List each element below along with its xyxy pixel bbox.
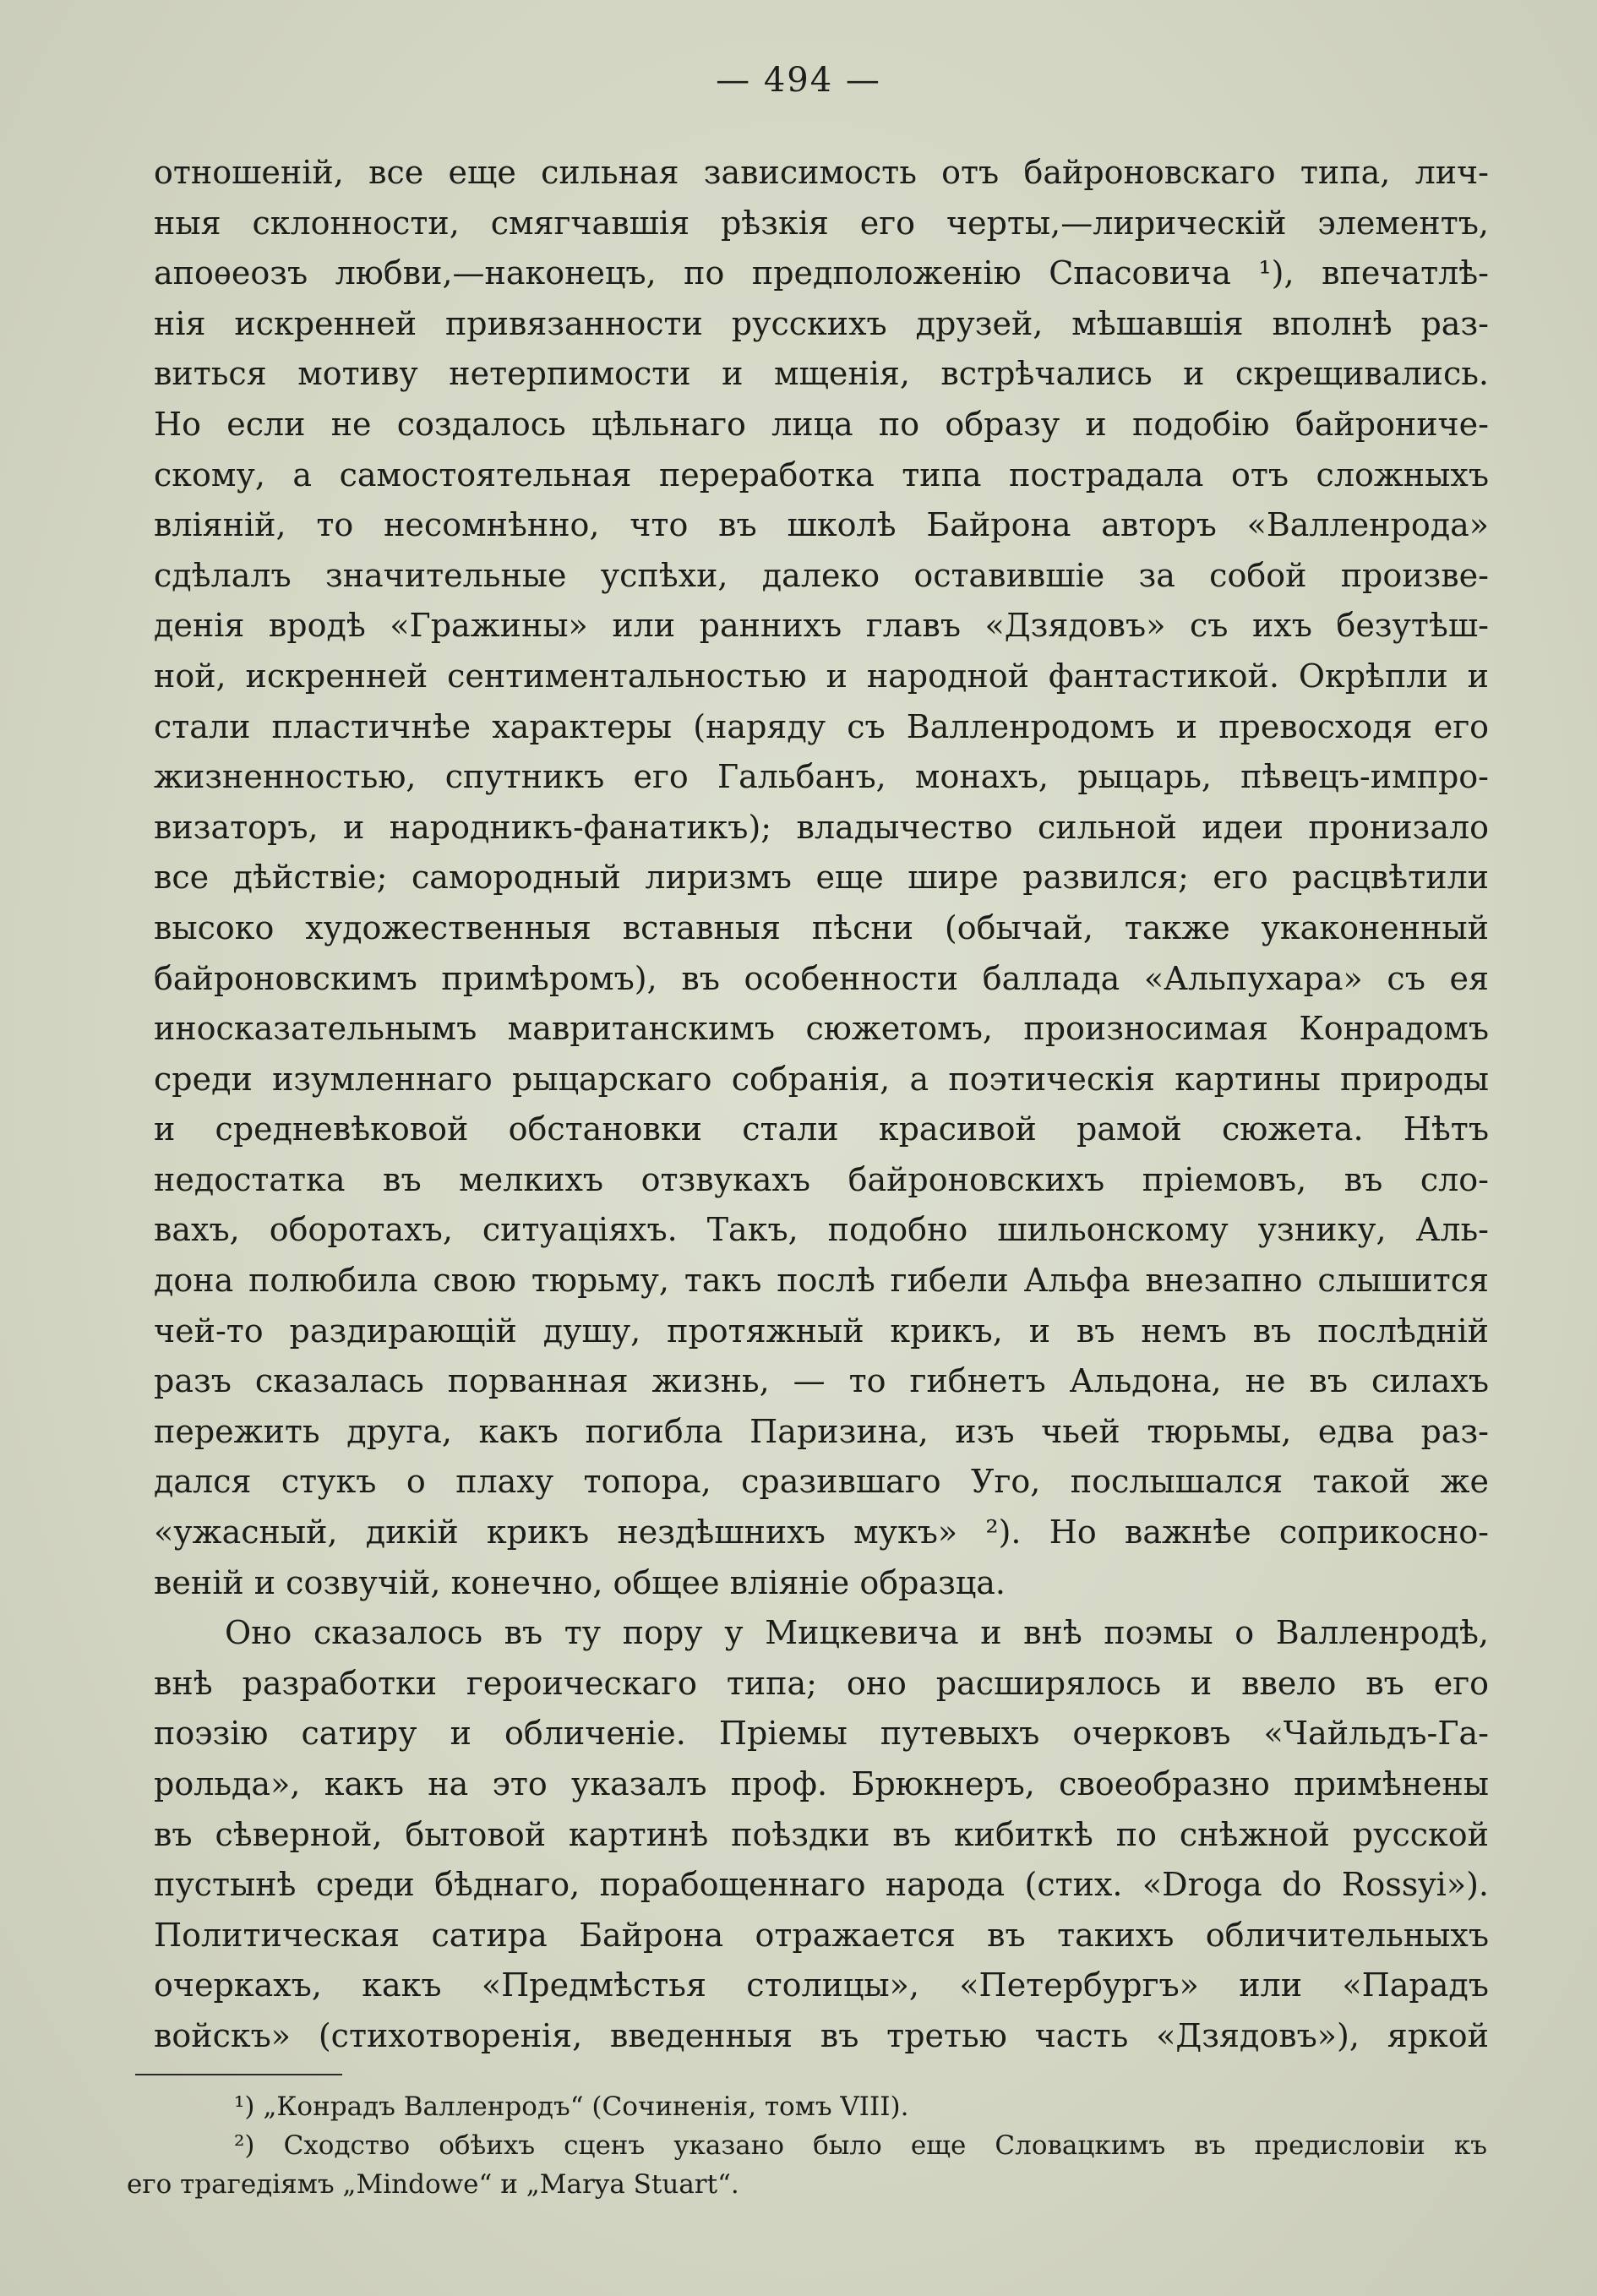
page-number: — 494 — bbox=[716, 61, 881, 100]
text-line: иносказательнымъ мавританскимъ сюжетомъ, произносимая Конрадомъ bbox=[154, 1010, 1489, 1048]
text-line: и средневѣковой обстановки стали красивой рамой сюжета. Нѣтъ bbox=[154, 1110, 1489, 1148]
footnote-1: ¹) „Конрадъ Валленродъ“ (Сочиненія, томъ VIII). bbox=[234, 2091, 909, 2122]
text-line: войскъ» (стихотворенія, введенныя въ третью часть «Дзядовъ»), яркой bbox=[154, 2016, 1489, 2054]
text-line: денія вродѣ «Гражины» или раннихъ главъ «Дзядовъ» съ ихъ безутѣш- bbox=[154, 607, 1489, 645]
text-line: ной, искренней сентиментальностью и народной фантастикой. Окрѣпли и bbox=[154, 657, 1489, 695]
text-line: виться мотиву нетерпимости и мщенія, встрѣчались и скрещивались. bbox=[154, 355, 1489, 393]
text-line: дона полюбила свою тюрьму, такъ послѣ гибели Альфа внезапно слышится bbox=[154, 1262, 1489, 1300]
text-line: очеркахъ, какъ «Предмѣстья столицы», «Петербургъ» или «Парадъ bbox=[154, 1966, 1489, 2004]
main-text bbox=[154, 148, 1489, 2062]
text-line: вахъ, оборотахъ, ситуаціяхъ. Такъ, подобно шильонскому узнику, Аль- bbox=[154, 1211, 1489, 1249]
text-line: ныя склонности, смягчавшія рѣзкія его черты,—лирическій элементъ, bbox=[154, 204, 1489, 242]
text-line: веній и созвучій, конечно, общее вліяніе образца. bbox=[154, 1563, 1006, 1601]
text-line: рольда», какъ на это указалъ проф. Брюкнеръ, своеобразно примѣнены bbox=[154, 1765, 1489, 1802]
text-line: недостатка въ мелкихъ отзвукахъ байроновскихъ пріемовъ, въ сло- bbox=[154, 1160, 1489, 1198]
text-line: поэзію сатиру и обличеніе. Пріемы путевыхъ очерковъ «Чайльдъ-Га- bbox=[154, 1715, 1489, 1753]
text-line: дался стукъ о плаху топора, сразившаго Уго, послышался такой же bbox=[154, 1463, 1489, 1501]
text-line: Но если не создалось цѣльнаго лица по образу и подобію байрониче- bbox=[154, 405, 1489, 443]
text-line: въ сѣверной, бытовой картинѣ поѣздки въ кибиткѣ по снѣжной русской bbox=[154, 1815, 1489, 1853]
text-line: жизненностью, спутникъ его Гальбанъ, монахъ, рыцарь, пѣвецъ-импро- bbox=[154, 758, 1489, 796]
footnote-2: ²) Сходство обѣихъ сценъ указано было еще Словацкимъ въ предисловіи къ bbox=[234, 2130, 1487, 2161]
footnote-2-continued: его трагедіямъ „Mindowe“ и „Marya Stuart“. bbox=[127, 2169, 739, 2200]
text-line: среди изумленнаго рыцарскаго собранія, а поэтическія картины природы bbox=[154, 1060, 1489, 1098]
text-line: Оно сказалось въ ту пору у Мицкевича и внѣ поэмы о Валленродѣ, bbox=[225, 1614, 1489, 1652]
text-line: все дѣйствіе; самородный лиризмъ еще шире развился; его расцвѣтили bbox=[154, 859, 1489, 897]
text-line: «ужасный, дикій крикъ нездѣшнихъ мукъ» ²). Но важнѣе соприкосно- bbox=[154, 1513, 1489, 1552]
text-line: пустынѣ среди бѣднаго, порабощеннаго народа (стих. «Droga do Rossyi»). bbox=[154, 1866, 1489, 1904]
text-line: пережить друга, какъ погибла Паризина, изъ чьей тюрьмы, едва раз- bbox=[154, 1412, 1489, 1450]
footnote-divider bbox=[135, 2074, 342, 2075]
text-line: чей-то раздирающій душу, протяжный крикъ, и въ немъ въ послѣдній bbox=[154, 1312, 1489, 1350]
text-line: вліяній, то несомнѣнно, что въ школѣ Байрона авторъ «Валленрода» bbox=[154, 506, 1489, 544]
text-line: нія искренней привязанности русскихъ друзей, мѣшавшія вполнѣ раз- bbox=[154, 304, 1489, 342]
text-line: высоко художественныя вставныя пѣсни (обычай, также укаконенный bbox=[154, 908, 1489, 946]
text-line: разъ сказалась порванная жизнь, — то гибнетъ Альдона, не въ силахъ bbox=[154, 1362, 1489, 1400]
text-line: апоѳеозъ любви,—наконецъ, по предположенію Спасовича ¹), впечатлѣ- bbox=[154, 254, 1489, 292]
footnotes bbox=[127, 2087, 1487, 2204]
text-line: отношеній, все еще сильная зависимость отъ байроновскаго типа, лич- bbox=[154, 154, 1489, 191]
text-line: визаторъ, и народникъ-фанатикъ); владычество сильной идеи пронизало bbox=[154, 808, 1489, 846]
text-line: Политическая сатира Байрона отражается въ такихъ обличительныхъ bbox=[154, 1916, 1489, 1954]
text-line: стали пластичнѣе характеры (наряду съ Валленродомъ и превосходя его bbox=[154, 707, 1489, 745]
text-line: скому, а самостоятельная переработка типа пострадала отъ сложныхъ bbox=[154, 455, 1489, 494]
text-line: внѣ разработки героическаго типа; оно расширялось и ввело въ его bbox=[154, 1664, 1489, 1702]
text-line: сдѣлалъ значительные успѣхи, далеко оставившіе за собой произве- bbox=[154, 556, 1489, 594]
text-line: байроновскимъ примѣромъ), въ особенности баллада «Альпухара» съ ея bbox=[154, 959, 1489, 997]
